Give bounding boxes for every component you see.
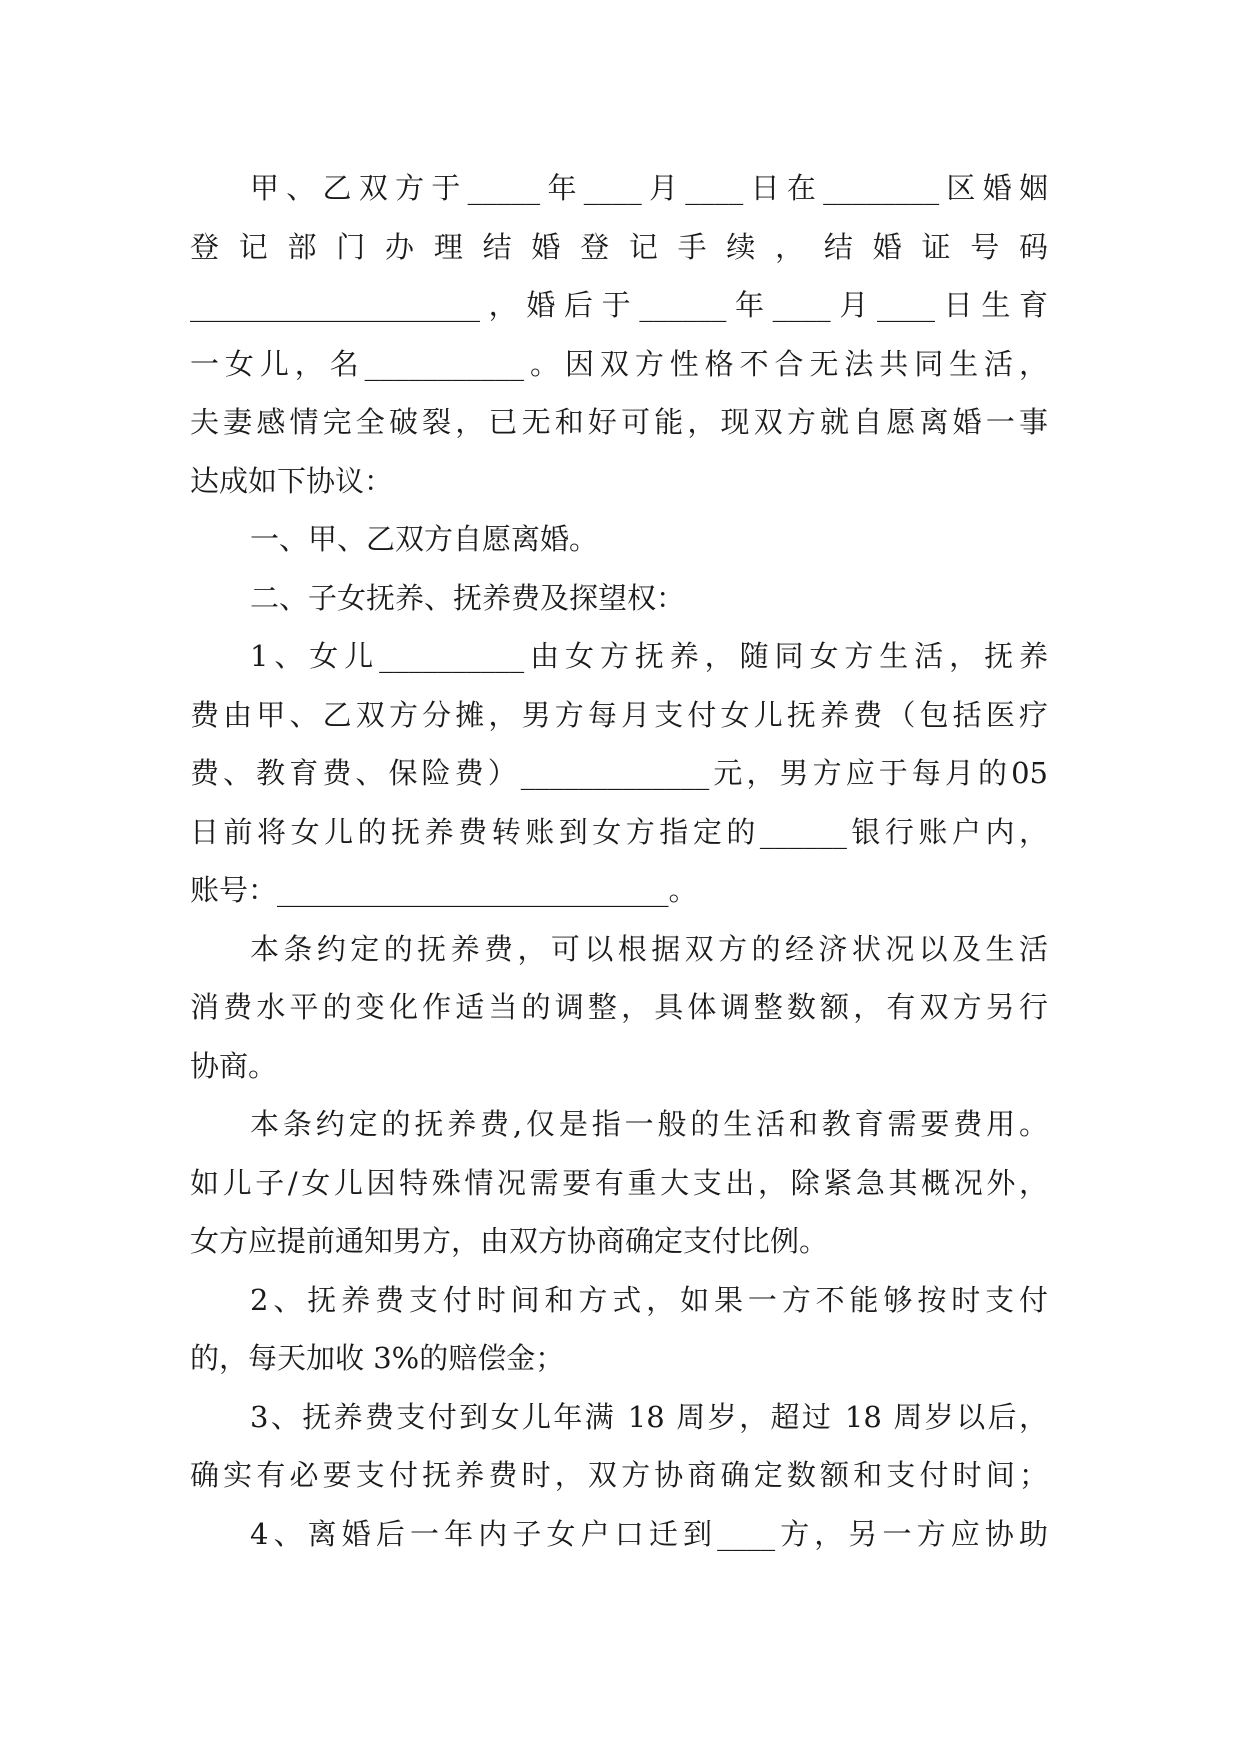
- text-line: 夫妻感情完全破裂，已无和好可能，现双方就自愿离婚一事: [190, 405, 1048, 439]
- text-line: 本条约定的抚养费,仅是指一般的生活和教育需要费用。: [250, 1107, 1048, 1141]
- text-line: 甲、乙双方于_____年____月____日在________区婚姻: [250, 171, 1048, 205]
- text-line: 3、抚养费支付到女儿年满 18 周岁，超过 18 周岁以后，: [250, 1399, 1048, 1434]
- text-line: 消费水平的变化作适当的调整，具体调整数额，有双方另行: [190, 990, 1048, 1024]
- text-line: 女方应提前通知男方，由双方协商确定支付比例。: [190, 1224, 829, 1258]
- text-line: 2、抚养费支付时间和方式，如果一方不能够按时支付: [250, 1282, 1048, 1317]
- text-line: 1、女儿__________由女方抚养，随同女方生活，抚养: [250, 639, 1048, 673]
- text-line: 费、教育费、保险费）_____________元，男方应于每月的05: [190, 756, 1048, 790]
- text-line: 4、离婚后一年内子女户口迁到____方，另一方应协助: [250, 1516, 1048, 1551]
- text-line: 费由甲、乙双方分摊，男方每月支付女儿抚养费（包括医疗: [190, 697, 1048, 732]
- text-line: 确实有必要支付抚养费时，双方协商确定数额和支付时间；: [190, 1458, 1048, 1492]
- text-line: 二、子女抚养、抚养费及探望权：: [250, 580, 686, 615]
- text-line: 的，每天加收 3%的赔偿金；: [190, 1341, 565, 1375]
- text-line: 日前将女儿的抚养费转账到女方指定的______银行账户内，: [190, 814, 1048, 849]
- text-line: ____________________，婚后于______年____月____日生育: [190, 288, 1048, 322]
- text-line: 登记部门办理结婚登记手续，结婚证号码: [190, 229, 1048, 264]
- text-line: 账号：___________________________。: [190, 873, 698, 907]
- text-line: 一、甲、乙双方自愿离婚。: [250, 522, 599, 556]
- text-line: 达成如下协议：: [190, 463, 394, 498]
- agreement-body: [190, 159, 1048, 1563]
- text-line: 一女儿，名___________。因双方性格不合无法共同生活，: [190, 346, 1048, 381]
- text-line: 如儿子/女儿因特殊情况需要有重大支出，除紧急其概况外，: [190, 1165, 1048, 1200]
- text-line: 协商。: [190, 1048, 278, 1083]
- text-line: 本条约定的抚养费，可以根据双方的经济状况以及生活: [250, 931, 1048, 966]
